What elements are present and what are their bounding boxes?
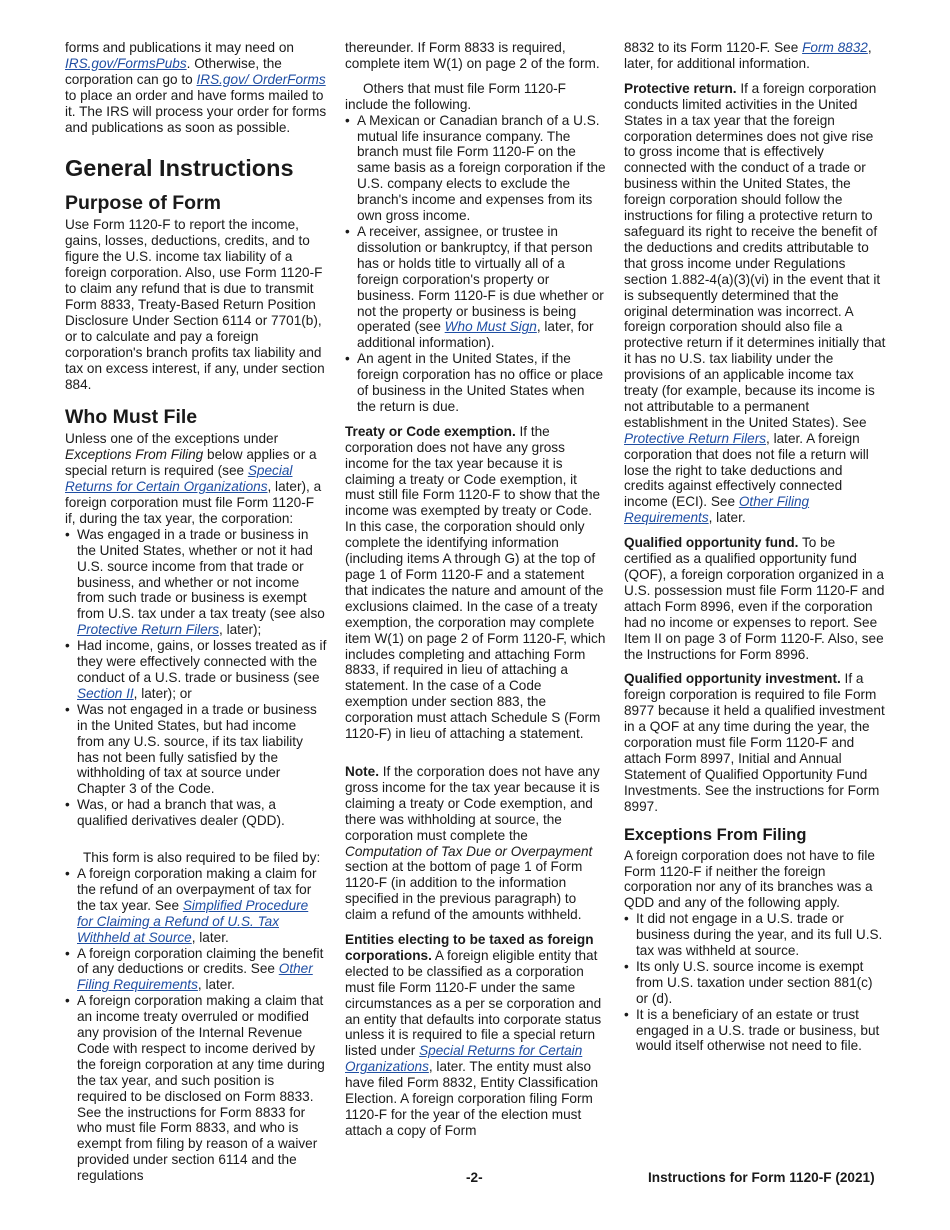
list-item: • Was, or had a branch that was, a qualified derivatives dealer (QDD). bbox=[65, 797, 327, 829]
list-item: • A foreign corporation making a claim for the refund of an overpayment of tax for the tax year. See Simplified Procedure for Claiming a Refund of U.S. Tax Withheld at Source, later. bbox=[65, 866, 327, 946]
list-item: • Was not engaged in a trade or business in the United States, but had income from any U.S. source, if its tax liability has not been fully satisfied by the withholding of tax at source under Chapter 3 of the Code. bbox=[65, 702, 327, 797]
list-item: • Had income, gains, or losses treated as if they were effectively connected with the conduct of a U.S. trade or business (see Section II, later); or bbox=[65, 638, 327, 702]
exceptions-heading: Exceptions From Filing bbox=[624, 825, 807, 844]
who-must-file-heading: Who Must File bbox=[65, 406, 198, 429]
qoi-paragraph: Qualified opportunity investment. If a foreign corporation is required to file Form 8977 because it held a qualified investment in a QOF at any time during the year, the corporation must file Form 1120-F and attach Form 8997, Initial and Annual Statement of Qualified Opportunity Fund Investments. See the instructions for Form 8997. bbox=[624, 671, 885, 814]
section-ii-link[interactable]: Section II bbox=[77, 685, 134, 701]
entities-paragraph: Entities electing to be taxed as foreign corporations. A foreign eligible entity that elected to be classified as a corporation must file Form 1120-F under the same circumstances as a per se corporation and an entity that defaults into corporate status unless it is required to file a special return listed under Special Returns for Certain Organizations, later. The entity must also have filed Form 8832, Entity Classification Election. A foreign corporation filing Form 1120-F for the year of the election must attach a copy of Form bbox=[345, 932, 602, 1138]
column-left bbox=[65, 40, 327, 1184]
special-returns-link-2[interactable]: Special Returns for Certain Organizations bbox=[345, 1043, 583, 1075]
page-number: -2- bbox=[466, 1170, 483, 1185]
list-item: • A foreign corporation making a claim that an income treaty overruled or modified any provision of the Internal Revenue Code with respect to income derived by the foreign corporation at any time during the tax year, and such position is required to be disclosed on Form 8833. See the instructions for Form 8833 for who must file Form 8833, and who is exempt from filing by reason of a waiver provided under section 6114 and the regulations bbox=[65, 993, 327, 1184]
continued-paragraph: 8832 to its Form 1120-F. See Form 8832, later, for additional information. bbox=[624, 40, 872, 71]
list-item: • It is a beneficiary of an estate or trust engaged in a U.S. trade or business, but would itself otherwise not need to file. bbox=[624, 1007, 886, 1055]
orderforms-link[interactable]: IRS.gov/ OrderForms bbox=[196, 71, 326, 87]
footer-form-title: Instructions for Form 1120-F (2021) bbox=[648, 1170, 875, 1185]
simplified-procedure-link[interactable]: Simplified Procedure for Claiming a Refund of U.S. Tax Withheld at Source bbox=[77, 897, 309, 945]
column-right bbox=[624, 40, 886, 1054]
treaty-exemption-paragraph: Treaty or Code exemption. If the corporation does not have any gross income for the tax year because it is claiming a treaty or Code exemption, it must still file Form 1120-F to show that the income was exempted by treaty or Code. In this case, the corporation should only complete the identifying information (including items A through G) at the top of page 1 of Form 1120-F and a statement that indicates the nature and amount of the exclusions claimed. In the case of a treaty exemption, the corporation may complete item W(1) on page 2 of Form 1120-F, which includes completing and attaching Form 8833, if required in lieu of attaching a statement. In the case of a Code exemption under section 883, the corporation must attach Schedule S (Form 1120-F) in lieu of attaching a statement. bbox=[345, 423, 606, 742]
protective-return-filers-link-2[interactable]: Protective Return Filers bbox=[624, 430, 767, 446]
special-returns-link[interactable]: Special Returns for Certain Organizations bbox=[65, 463, 293, 495]
form-8832-link[interactable]: Form 8832 bbox=[802, 40, 868, 55]
list-item: • A Mexican or Canadian branch of a U.S. mutual life insurance company. The branch must file Form 1120-F on the same basis as a foreign corporation if the U.S. company elects to exclude the branch's income and expenses from its own gross income. bbox=[345, 113, 607, 224]
other-filing-requirements-link[interactable]: Other Filing Requirements bbox=[77, 961, 313, 993]
column-middle bbox=[345, 40, 607, 1139]
intro-paragraph: forms and publications it may need on IRS.gov/FormsPubs. Otherwise, the corporation can go to IRS.gov/ OrderForms to place an order and have forms mailed to it. The IRS will process your order for forms and publications as soon as possible. bbox=[65, 40, 327, 135]
formspubs-link[interactable]: IRS.gov/FormsPubs bbox=[65, 55, 187, 71]
who-must-sign-link[interactable]: Who Must Sign bbox=[444, 319, 537, 335]
exceptions-paragraph: A foreign corporation does not have to file Form 1120-F if neither the foreign corporation nor any of its branches was a QDD and any of the following apply. bbox=[624, 847, 875, 911]
others-paragraph: Others that must file Form 1120-F include the following. bbox=[345, 80, 566, 112]
purpose-paragraph: Use Form 1120-F to report the income, gains, losses, deductions, credits, and to figure the U.S. income tax liability of a foreign corporation. Also, use Form 1120-F to claim any refund that is due to transmit Form 8833, Treaty-Based Return Position Disclosure Under Section 6114 or 7701(b), or to calculate and pay a foreign corporation's branch profits tax liability and tax on excess interest, if any, under section 884. bbox=[65, 217, 325, 392]
who-must-file-paragraph: Unless one of the exceptions under Exceptions From Filing below applies or a special return is required (see Special Returns for Certain Organizations, later), a foreign corporation must file Form 1120-F if, during the tax year, the corporation: bbox=[65, 431, 322, 526]
list-item: • An agent in the United States, if the foreign corporation has no office or place of business in the United States when the return is due. bbox=[345, 351, 607, 415]
list-item: • A foreign corporation claiming the benefit of any deductions or credits. See Other Filing Requirements, later. bbox=[65, 946, 327, 994]
purpose-of-form-heading: Purpose of Form bbox=[65, 192, 222, 215]
qof-paragraph: Qualified opportunity fund. To be certified as a qualified opportunity fund (QOF), a foreign corporation organized in a U.S. possession must file Form 1120-F and attach Form 8996, even if the corporation had no income or expenses to report. See Item II on page 3 of Form 1120-F. Also, see the Instructions for Form 8996. bbox=[624, 535, 885, 662]
list-item: • A receiver, assignee, or trustee in dissolution or bankruptcy, if that person has or holds title to virtually all of a foreign corporation's property or business. Form 1120-F is due whether or not the property or business is being operated (see Who Must Sign, later, for additional information). bbox=[345, 224, 607, 351]
list-item: • Was engaged in a trade or business in the United States, whether or not it had U.S. source income from that trade or business, and whether or not income from such trade or business is exempt from U.S. tax under a tax treaty (see also Protective Return Filers, later); bbox=[65, 527, 327, 638]
list-item: • It did not engage in a U.S. trade or business during the year, and its full U.S. tax was withheld at source. bbox=[624, 911, 886, 959]
also-required-paragraph: This form is also required to be filed by: bbox=[83, 850, 321, 866]
continued-paragraph: thereunder. If Form 8833 is required, complete item W(1) on page 2 of the form. bbox=[345, 40, 600, 71]
other-filing-requirements-link-2[interactable]: Other Filing Requirements bbox=[624, 494, 810, 526]
note-paragraph: Note. If the corporation does not have any gross income for the tax year because it is claiming a treaty or Code exemption, and there was withholding at source, the corporation must complete the Computation of Tax Due or Overpayment section at the bottom of page 1 of Form 1120-F (in addition to the information specified in the previous paragraph) to claim a refund of the amounts withheld. bbox=[345, 763, 600, 923]
general-instructions-heading: General Instructions bbox=[65, 155, 294, 182]
protective-return-filers-link[interactable]: Protective Return Filers bbox=[77, 622, 220, 638]
protective-return-paragraph: Protective return. If a foreign corporation conducts limited activities in the United States in a tax year that the foreign corporation determines does not give rise to gross income that is effectively connected with the conduct of a trade or business within the United States, the foreign corporation should follow the instructions for filing a protective return to safeguard its right to receive the benefit of the deductions and credits attributable to that gross income under Regulations section 1.882-4(a)(3)(vi) in the event that it is subsequently determined that the original determination was incorrect. A foreign corporation should also file a protective return if it determines initially that it has no U.S. tax liability under the provisions of an applicable income tax treaty (for example, because its income is not attributable to a permanent establishment in the United States). See Protective Return Filers, later. A foreign corporation that does not file a return will lose the right to take deductions and credits against effectively connected income (ECI). See Other Filing Requirements, later. bbox=[624, 80, 886, 526]
list-item: • Its only U.S. source income is exempt from U.S. taxation under section 881(c) or (d). bbox=[624, 959, 886, 1007]
